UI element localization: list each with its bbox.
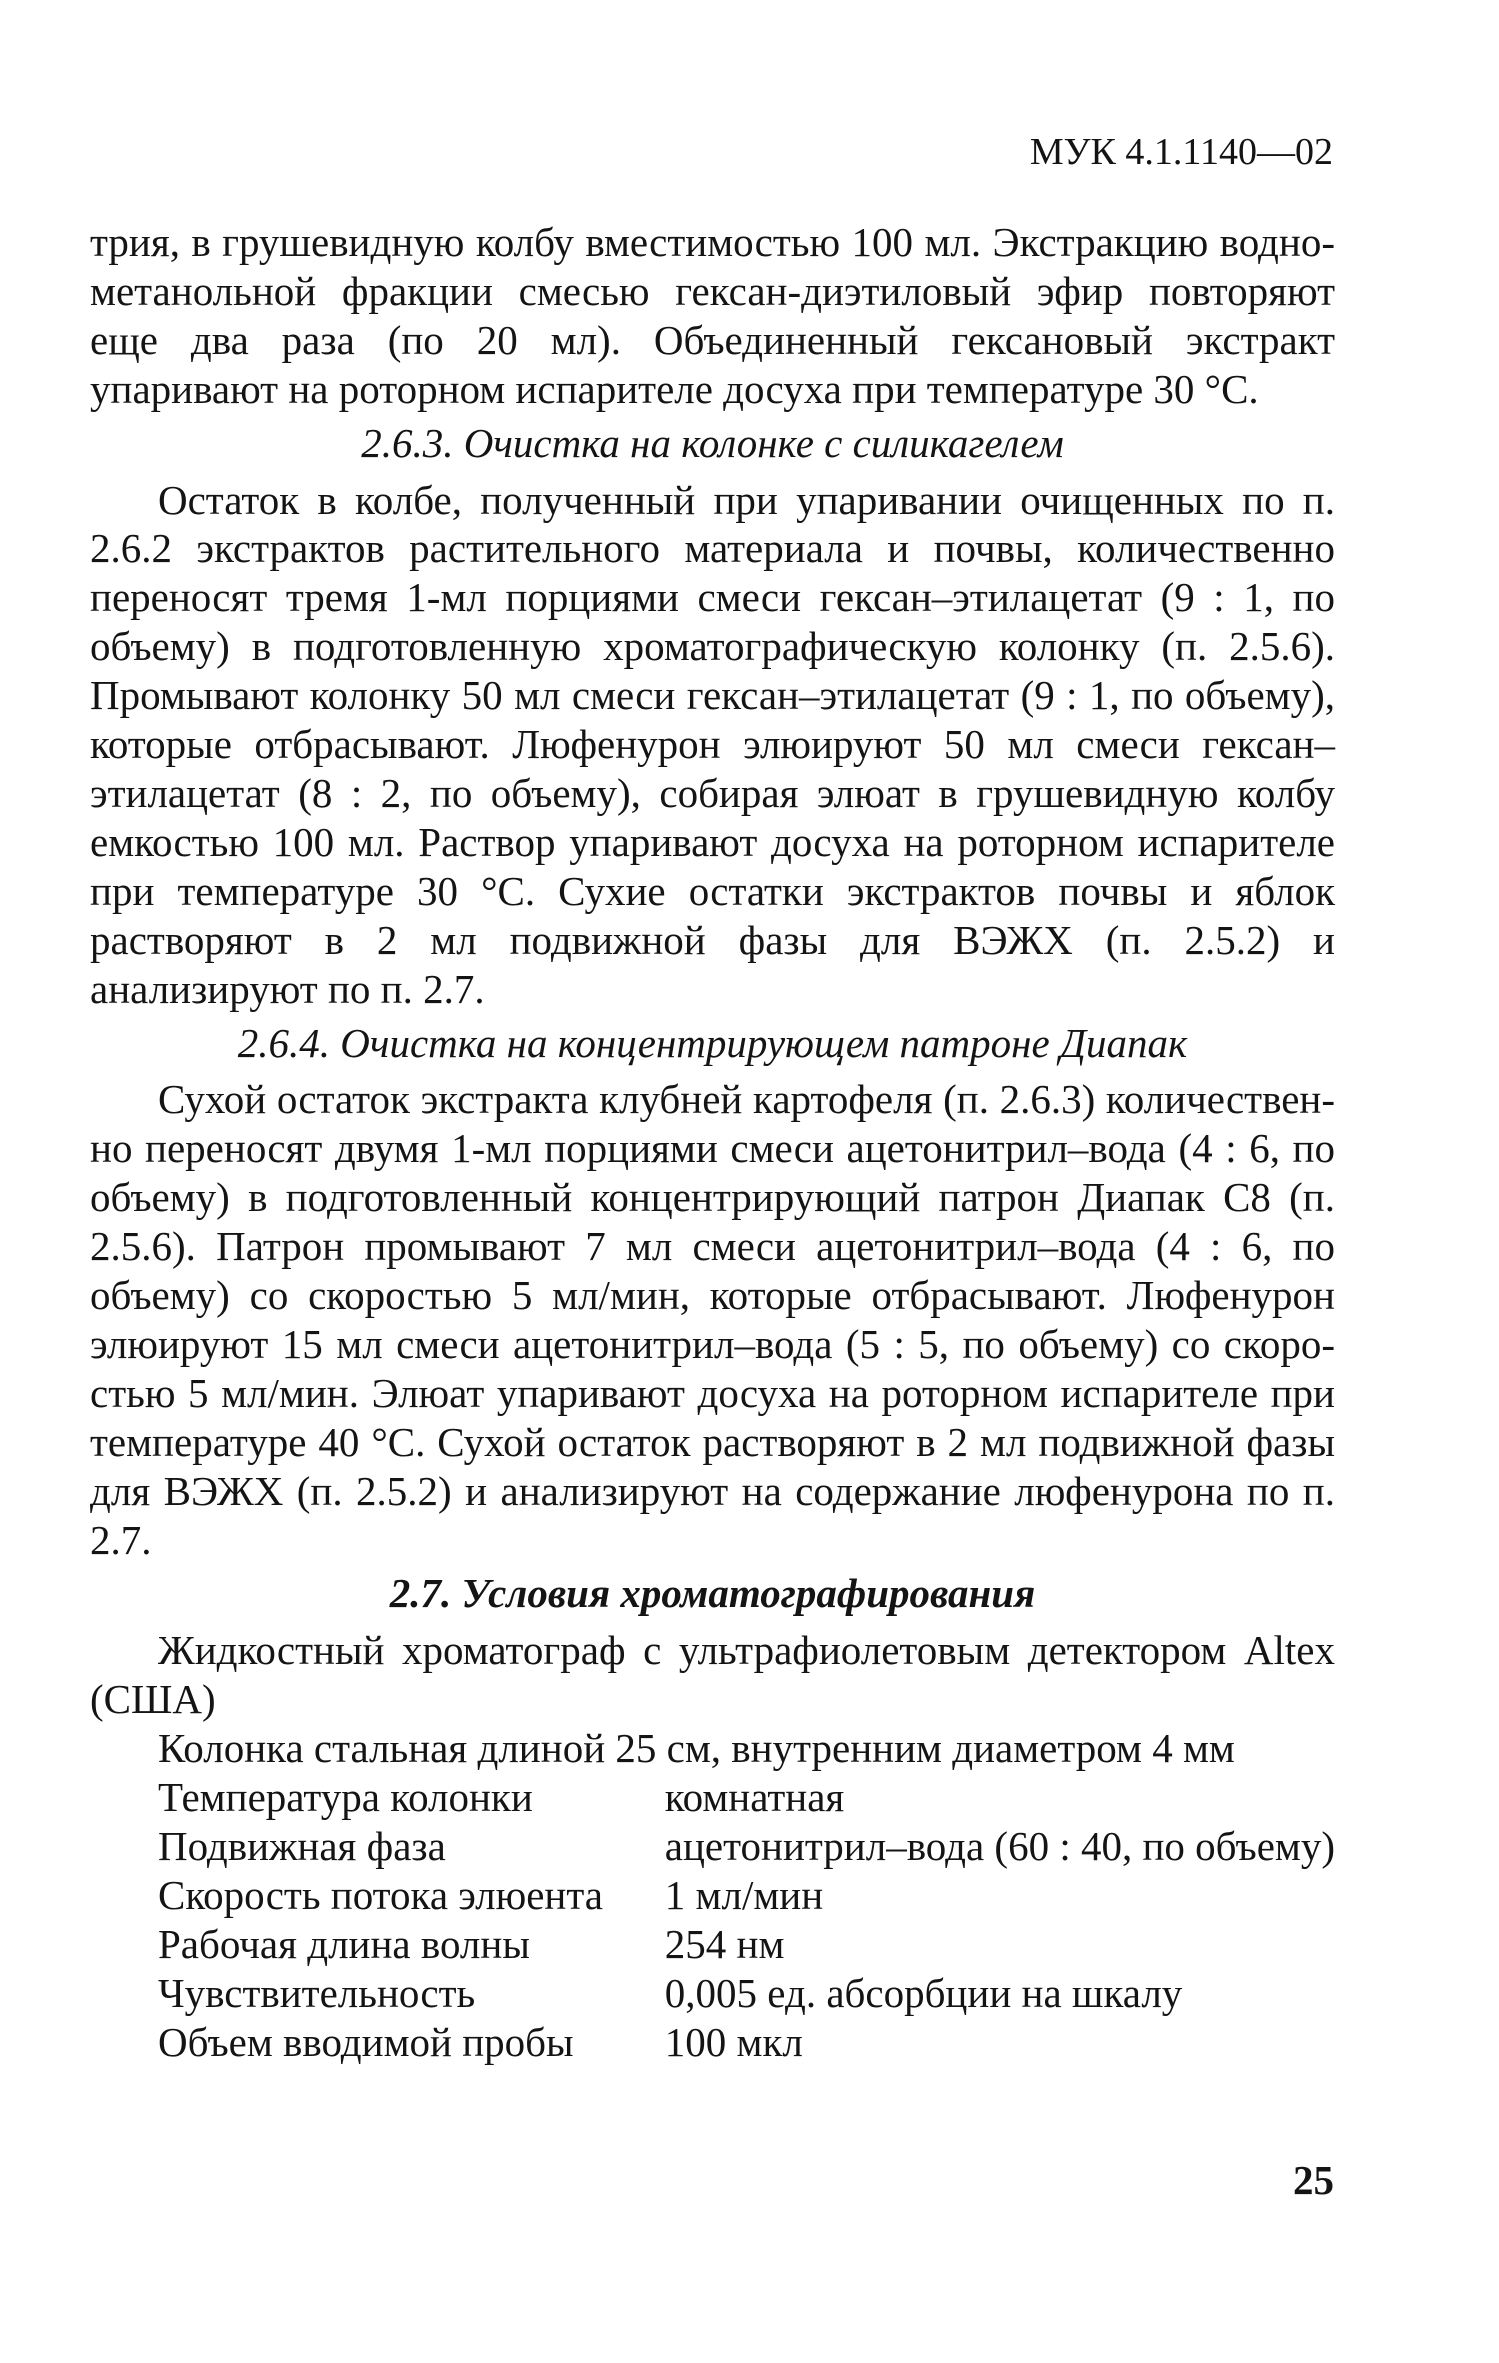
spec-label: Объем вводимой пробы [158, 2018, 574, 2065]
page-content [90, 218, 1335, 2067]
spec-value: комнатная [664, 1774, 845, 1821]
spec-row [158, 2018, 1335, 2067]
section-heading-2-6-4: 2.6.4. Очистка на концентрирующем патроне Диапак [237, 1019, 1188, 1066]
spec-value: 0,005 ед. абсорбции на шкалу [664, 1969, 1183, 2016]
spec-value: 100 мкл [664, 2018, 803, 2065]
section-heading-2-6-3: 2.6.3. Очистка на колонке с силикагелем [361, 419, 1064, 466]
spec-value: 254 нм [664, 1920, 785, 1967]
section-heading-2-7: 2.7. Условия хроматографирования [389, 1570, 1036, 1617]
spec-label: Подвижная фаза [158, 1823, 446, 1869]
column-description: Колонка стальная длиной 25 см, внутренним диаметром 4 мм [158, 1725, 1235, 1772]
spec-row [158, 1773, 1335, 1822]
spec-row [158, 1871, 1335, 1920]
chromatography-conditions-table [158, 1773, 1335, 2066]
section-text-2-6-3: Остаток в колбе, полученный при упаривании очищенных по п. 2.6.2 экстрактов растительного материала и почвы, количественно переносят тремя 1-мл порциями смеси гексан–этилацетат (9 : 1, по объему) в подготовленную хроматографическую колонку (п. 2.5.6). Промывают колонку 50 мл смеси гексан–этилацетат (9 : 1, по объему), которые отбрасывают. Люфенурон элюируют 50 мл смеси гексан–этилацетат (8 : 2, по объему), собирая элюат в грушевидную колбу емкостью 100 мл. Раствор упаривают досуха на роторном испарителе при температуре 30 °С. Сухие остатки экстрактов почвы и яблок растворяют в 2 мл подвижной фазы для ВЭЖХ (п. 2.5.2) и анализируют по п. 2.7. [90, 476, 1335, 1012]
spec-row [158, 1920, 1335, 1969]
section-text-2-6-4: Сухой остаток экстракта клубней картофеля (п. 2.6.3) количественно переносят двумя 1-мл порциями смеси ацетонитрил–вода (4 : 6, по объему) в подготовленный концентрирующий патрон Диапак С8 (п. 2.5.6). Патрон промывают 7 мл смеси ацетонитрил–вода (4 : 6, по объему) со скоростью 5 мл/мин, которые отбрасывают. Люфенурон элюируют 15 мл смеси ацетонитрил–вода (5 : 5, по объему) со скоростью 5 мл/мин. Элюат упаривают досуха на роторном испарителе при температуре 40 °С. Сухой остаток растворяют в 2 мл подвижной фазы для ВЭЖХ (п. 2.5.2) и анализируют на содержание люфенурона по п. 2.7. [90, 1076, 1335, 1563]
spec-value: 1 мл/мин [664, 1871, 824, 1918]
spec-label: Рабочая длина волны [158, 1920, 530, 1967]
spec-value: ацетонитрил–вода (60 : 40, по объему) [664, 1823, 1335, 1869]
page-number: 25 [1293, 2157, 1334, 2203]
spec-row [158, 1969, 1335, 2018]
spec-row [158, 1822, 1335, 1871]
spec-label: Скорость потока элюента [158, 1871, 603, 1918]
chromatograph-description: Жидкостный хроматограф с ультрафиолетовым детектором Altex (США) [90, 1627, 1335, 1723]
spec-label: Чувствительность [158, 1969, 476, 2016]
spec-label: Температура колонки [158, 1774, 533, 1821]
intro-paragraph: трия, в грушевидную колбу вместимостью 100 мл. Экстракцию водно-метанольной фракции смесью гексан-диэтиловый эфир повторяют еще два раза (по 20 мл). Объединенный гексановый экстракт упаривают на роторном испарителе досуха при температуре 30 °С. [90, 219, 1335, 412]
document-code-header: МУК 4.1.1140—02 [1029, 131, 1333, 173]
